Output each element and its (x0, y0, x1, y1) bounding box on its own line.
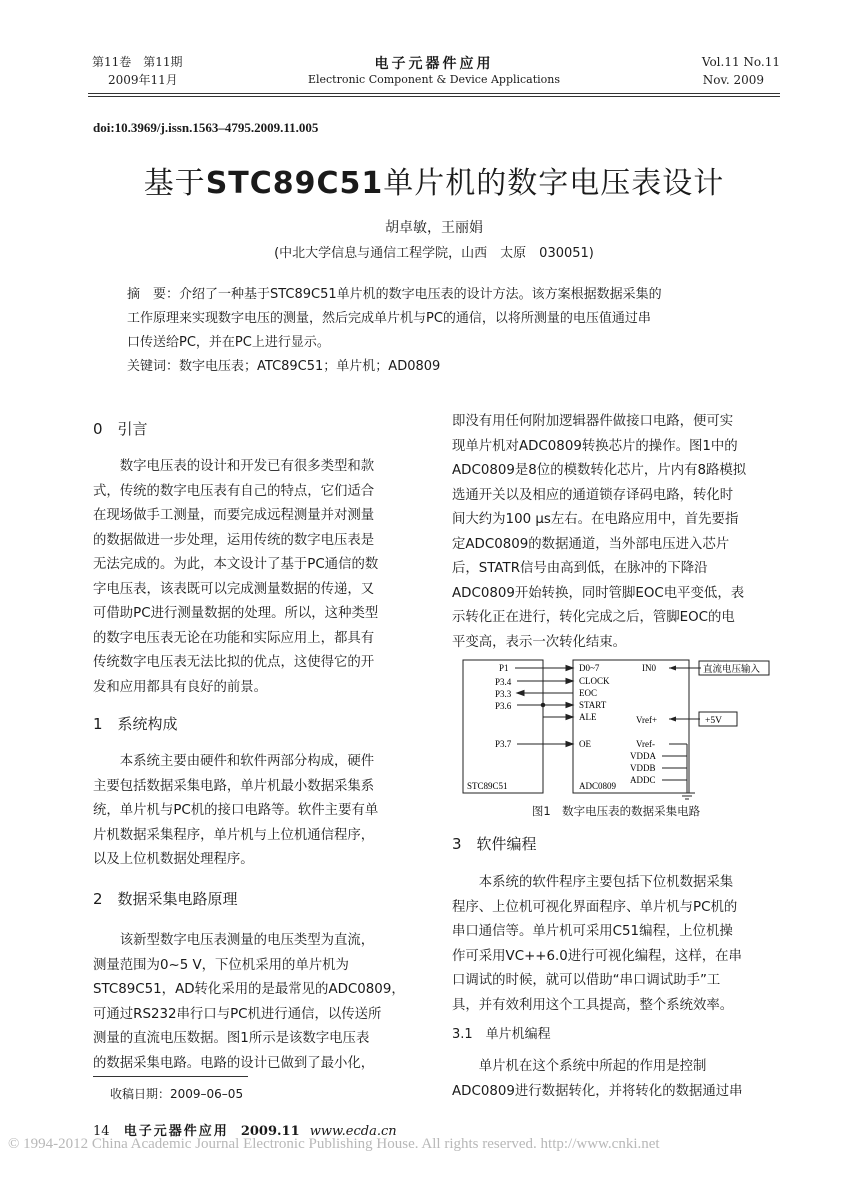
header-date-en: Nov. 2009 (702, 73, 764, 87)
text-line: ADC0809是8位的模数转化芯片，片内有8路模拟 (452, 463, 747, 478)
page-number: 14 (93, 1124, 110, 1139)
footnote-rule (93, 1076, 248, 1077)
text-line: ADC0809进行数据转化，并将转化的数据通过串 (452, 1083, 743, 1099)
text-line: 无法完成的。为此，本文设计了基于PC通信的数 (93, 557, 379, 572)
copyright-notice: © 1994-2012 China Academic Journal Electronic Publishing House. All rights reserved. http://www.cnki.net (8, 1136, 660, 1152)
section-3-paragraph (452, 871, 780, 1018)
text-line: 字电压表，该表既可以完成测量数据的传递，又 (93, 581, 375, 597)
subsection-3-1-heading: 3.1 单片机编程 (452, 1027, 551, 1042)
footer-url: www.ecda.cn (309, 1124, 397, 1139)
text-line: 选通开关以及相应的通道锁存译码电路，转化时 (452, 487, 734, 503)
pin-ale: ALE (579, 712, 597, 722)
keywords: 关键词：数字电压表；ATC89C51；单片机；AD0809 (127, 359, 441, 374)
section-3-heading: 3 软件编程 (452, 835, 537, 853)
ground-bus (662, 744, 695, 799)
text-line: 作可采用VC++6.0进行可视化编程，这样，在串 (452, 948, 742, 964)
pin-vddb: VDDB (630, 763, 656, 773)
paper-title (0, 158, 868, 202)
pin-in0: IN0 (642, 663, 656, 673)
text-line: 本系统主要由硬件和软件两部分构成，硬件 (93, 754, 375, 769)
title-bold: STC89C51 (205, 166, 384, 201)
title-prefix: 基于 (143, 166, 206, 201)
text-line: 测量范围为0~5 V，下位机采用的单片机为 (93, 957, 349, 973)
received-date: 收稿日期：2009–06–05 (110, 1087, 244, 1101)
text-line: 测量的直流电压数据。图1所示是该数字电压表 (93, 1031, 370, 1046)
text-line: 的数据做进一步处理，运用传统的数字电压表是 (93, 532, 375, 548)
authors: 胡卓敏，王丽娟 (385, 220, 483, 236)
pin-d07: D0~7 (579, 663, 600, 673)
figure-1-circuit (455, 655, 785, 800)
pin-p1: P1 (499, 663, 509, 673)
header-vol-en: Vol.11 No.11 (701, 55, 780, 69)
footer-journal: 电子元器件应用 (123, 1124, 229, 1139)
journal-title-cn: 电子元器件应用 (374, 56, 494, 72)
header-rule (88, 93, 780, 94)
abstract-line: 工作原理来实现数字电压的测量，然后完成单片机与PC的通信，以将所测量的电压值通过串 (127, 311, 651, 326)
text-line: 的数据采集电路。电路的设计已做到了最小化， (93, 1055, 375, 1071)
pin-vref-plus: Vref+ (636, 715, 658, 725)
text-line: 可通过RS232串行口与PC机进行通信，以传送所 (93, 1006, 382, 1022)
pin-p33: P3.3 (495, 689, 512, 699)
text-line: 的数字电压表无论在功能和实际应用上，都具有 (93, 630, 375, 646)
connection-wires (515, 666, 573, 747)
text-line: 平变高，表示一次转化结束。 (452, 634, 627, 650)
text-line: 后，STATR信号由高到低，在脉冲的下降沿 (452, 561, 708, 576)
doi: doi:10.3969/j.issn.1563–4795.2009.11.005 (93, 120, 319, 135)
pin-addc: ADDC (630, 775, 656, 785)
input-voltage-label: 直流电压输入 (703, 664, 761, 675)
text-line: 数字电压表的设计和开发已有很多类型和款 (93, 459, 375, 474)
footer-issue: 2009.11 (240, 1124, 300, 1139)
right-chip-label: ADC0809 (579, 781, 617, 791)
section-1-heading: 1 系统构成 (93, 715, 178, 733)
text-line: 定ADC0809的数据通道，当外部电压进入芯片 (452, 536, 730, 552)
pin-p34: P3.4 (495, 677, 512, 687)
text-line: 单片机在这个系统中所起的作用是控制 (452, 1059, 707, 1074)
section-0-heading: 0 引言 (93, 420, 148, 438)
subsection-3-1-paragraph (452, 1055, 780, 1104)
vref-label: +5V (705, 716, 722, 726)
text-line: 具，并有效利用这个工具提高，整个系统效率。 (452, 997, 734, 1013)
pin-p36: P3.6 (495, 701, 512, 711)
text-line: 传统数字电压表无法比拟的优点，这使得它的开 (93, 655, 375, 670)
section-2-continuation (452, 410, 780, 655)
text-line: 发和应用都具有良好的前景。 (93, 679, 268, 695)
text-line: 本系统的软件程序主要包括下位机数据采集 (452, 875, 734, 890)
figure-1-caption: 图1 数字电压表的数据采集电路 (531, 804, 701, 818)
text-line: 示转化正在进行，转化完成之后，管脚EOC的电 (452, 610, 735, 625)
text-line: ADC0809开始转换，同时管脚EOC电平变低，表 (452, 585, 745, 601)
pin-oe: OE (579, 739, 591, 749)
text-line: 式，传统的数字电压表有自己的特点，它们适合 (93, 483, 375, 499)
pin-eoc: EOC (579, 688, 597, 698)
pin-vdda: VDDA (630, 751, 656, 761)
text-line: 程序、上位机可视化界面程序、单片机与PC机的 (452, 899, 738, 915)
text-line: 现单片机对ADC0809转换芯片的操作。图1中的 (452, 438, 738, 454)
text-line: 可借助PC进行测量数据的处理。所以，这种类型 (93, 606, 379, 621)
text-line: 以及上位机数据处理程序。 (93, 852, 254, 867)
title-suffix: 单片机的数字电压表设计 (383, 166, 725, 201)
text-line: 主要包括数据采集电路，单片机最小数据采集系 (93, 778, 375, 794)
section-2-heading: 2 数据采集电路原理 (93, 890, 238, 908)
text-line: 串口通信等。单片机可采用C51编程，上位机操 (452, 924, 733, 939)
abstract-line: 口传送给PC，并在PC上进行显示。 (127, 335, 330, 350)
text-line: 片机数据采集程序，单片机与上位机通信程序， (93, 827, 375, 843)
section-2-paragraph (93, 929, 418, 1076)
section-0-paragraph (93, 455, 418, 700)
pin-p37: P3.7 (495, 739, 512, 749)
section-1-paragraph (93, 750, 418, 873)
journal-title-en: Electronic Component & Device Applications (307, 73, 561, 86)
header-date: 2009年11月 (108, 73, 178, 87)
header-rule-2 (88, 96, 780, 97)
left-chip-label: STC89C51 (467, 781, 508, 791)
header-volume: 第11卷 第11期 (92, 55, 183, 69)
text-line: 间大约为100 μs左右。在电路应用中，首先要指 (452, 512, 739, 527)
text-line: 在现场做手工测量，而要完成远程测量并对测量 (93, 508, 375, 523)
pin-start: START (579, 700, 607, 710)
abstract-line: 摘 要：介绍了一种基于STC89C51单片机的数字电压表的设计方法。该方案根据数据采集的 (127, 287, 662, 302)
text-line: 口调试的时候，就可以借助“串口调试助手”工 (452, 973, 721, 988)
text-line: 该新型数字电压表测量的电压类型为直流， (93, 933, 375, 948)
text-line: 即没有用任何附加逻辑器件做接口电路，便可实 (452, 414, 734, 429)
pin-vref-minus: Vref- (636, 739, 655, 749)
text-line: STC89C51，AD转化采用的是最常见的ADC0809， (93, 982, 405, 997)
pin-clock: CLOCK (579, 676, 610, 686)
affiliation: (中北大学信息与通信工程学院，山西 太原 030051) (274, 246, 594, 261)
abstract (127, 283, 747, 379)
text-line: 统，单片机与PC机的接口电路等。软件主要有单 (93, 803, 379, 818)
